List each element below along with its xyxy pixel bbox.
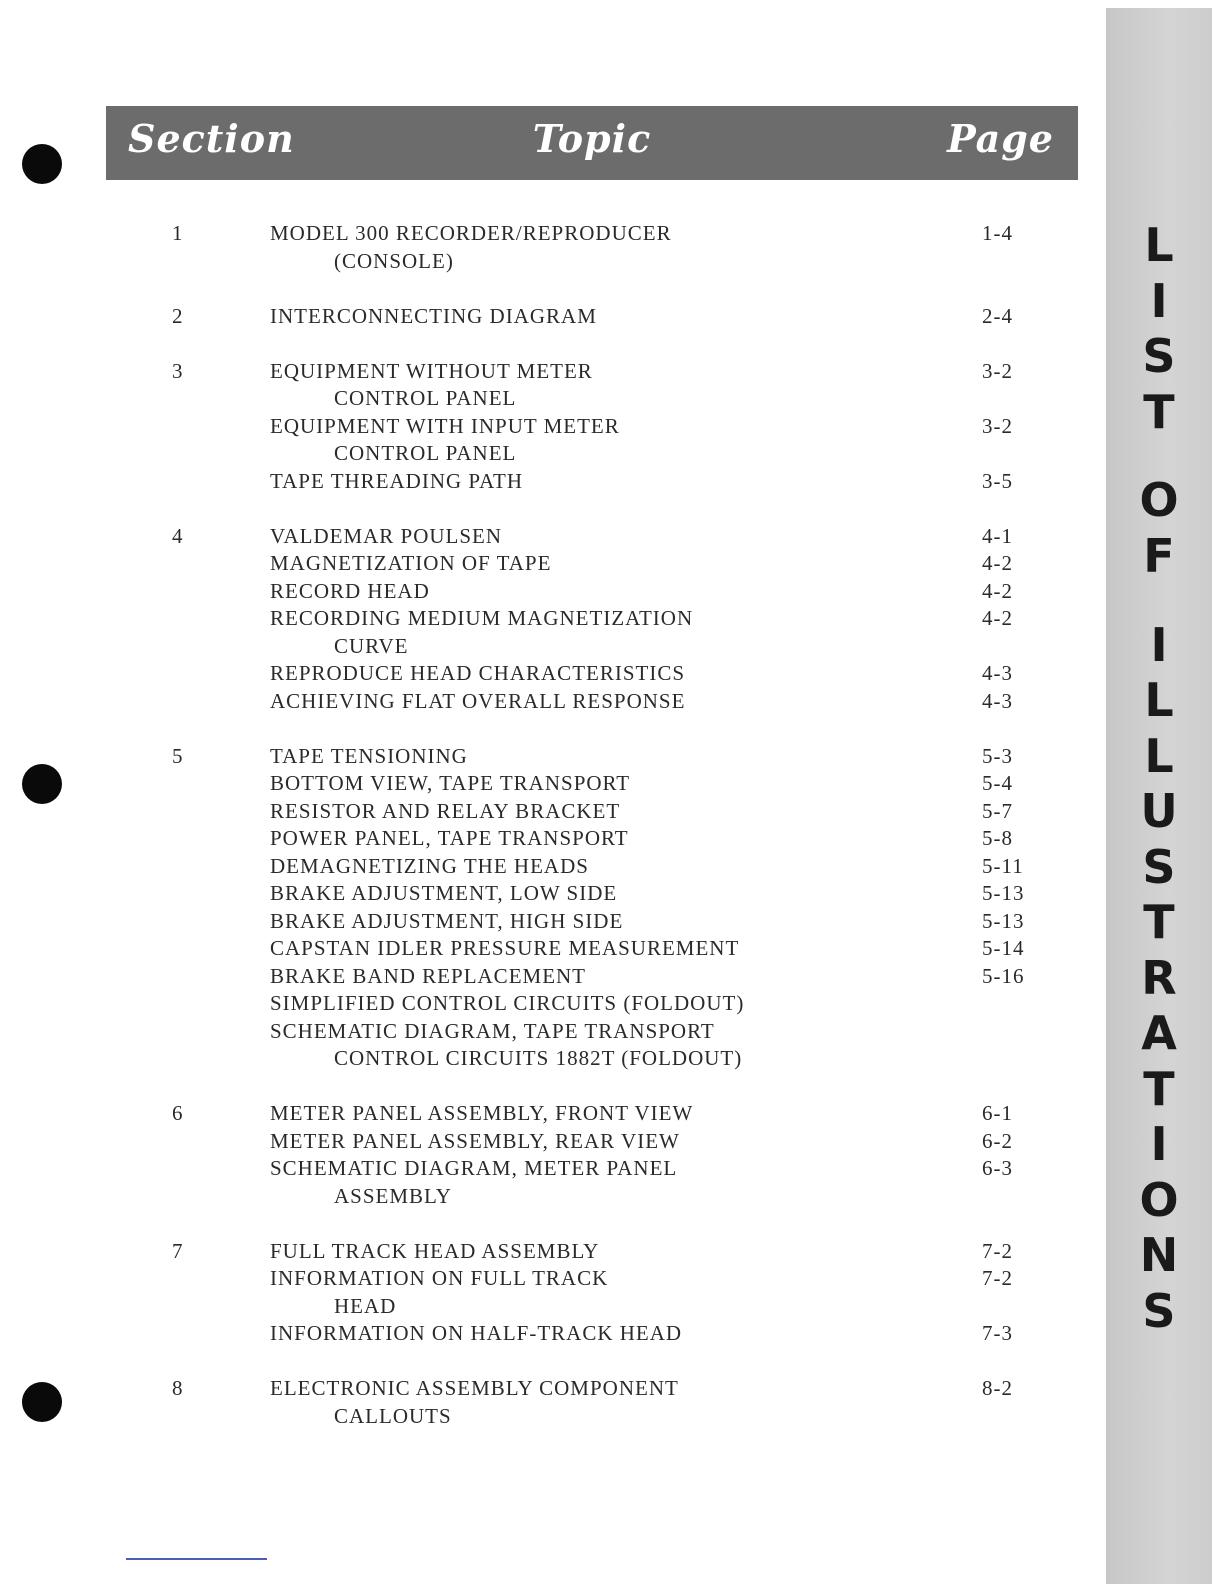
sidebar-letter: I <box>1150 273 1168 328</box>
entry-section-number: 8 <box>172 1376 184 1400</box>
entry-topic: DEMAGNETIZING THE HEADS <box>270 853 589 878</box>
entry-page-number: 5-4 <box>982 771 1013 795</box>
entry-topic: BRAKE ADJUSTMENT, HIGH SIDE <box>270 908 624 933</box>
entry-topic: RECORDING MEDIUM MAGNETIZATION <box>270 606 694 630</box>
sidebar-letter: S <box>1142 329 1176 383</box>
entry-topic: MAGNETIZATION OF TAPE <box>270 551 552 575</box>
entry-section-number: 4 <box>172 523 184 548</box>
entry-topic: VALDEMAR POULSEN <box>270 523 503 548</box>
sidebar-letter: O <box>1139 473 1179 528</box>
entry-section-number: 7 <box>172 1238 184 1263</box>
sidebar-letter: T <box>1143 895 1175 950</box>
entry-topic-continuation: CURVE <box>334 633 409 658</box>
header-page-label: Page <box>947 116 1054 161</box>
entry-page-number: 3-2 <box>982 358 1013 383</box>
entry-section-number: 5 <box>172 743 184 768</box>
entry-page-number: 2-4 <box>982 303 1013 328</box>
entry-page-number: 4-2 <box>982 606 1013 630</box>
entry-page-number: 5-14 <box>982 936 1025 960</box>
entry-topic: POWER PANEL, TAPE TRANSPORT <box>270 826 629 850</box>
entry-topic: SCHEMATIC DIAGRAM, METER PANEL <box>270 1156 678 1180</box>
sidebar-letter: I <box>1150 1117 1168 1172</box>
entry-section-number: 2 <box>172 303 184 328</box>
sidebar-letter: A <box>1141 1006 1177 1061</box>
sidebar-letter: U <box>1140 784 1178 839</box>
entry-page-number: 6-1 <box>982 1101 1013 1125</box>
entry-section-number: 1 <box>172 221 184 245</box>
side-tab-list-of-illustrations <box>1106 8 1212 1584</box>
entry-page-number: 4-3 <box>982 661 1013 685</box>
entry-page-number: 5-7 <box>982 798 1013 823</box>
entry-page-number: 7-3 <box>982 1321 1013 1345</box>
sidebar-letter: O <box>1139 1172 1179 1227</box>
entry-page-number: 6-3 <box>982 1156 1013 1180</box>
sidebar-letter: N <box>1139 1228 1179 1283</box>
entry-topic-continuation: (CONSOLE) <box>334 248 454 273</box>
entry-topic: BRAKE ADJUSTMENT, LOW SIDE <box>270 881 618 905</box>
footer-rule <box>126 1558 267 1560</box>
entry-page-number: 8-2 <box>982 1376 1013 1400</box>
entry-topic: INTERCONNECTING DIAGRAM <box>270 303 597 328</box>
entry-page-number: 6-2 <box>982 1128 1013 1153</box>
sidebar-letter: T <box>1143 1061 1175 1116</box>
entry-topic: RESISTOR AND RELAY BRACKET <box>270 798 621 823</box>
entry-topic-continuation: HEAD <box>334 1293 397 1318</box>
entry-page-number: 5-13 <box>982 881 1025 905</box>
entry-topic: BRAKE BAND REPLACEMENT <box>270 963 587 988</box>
sidebar-letter: F <box>1143 528 1175 583</box>
entry-topic: METER PANEL ASSEMBLY, REAR VIEW <box>270 1128 680 1153</box>
entry-page-number: 3-5 <box>982 468 1013 493</box>
entry-page-number: 4-1 <box>982 523 1013 548</box>
entry-page-number: 5-11 <box>982 853 1024 878</box>
entry-page-number: 1-4 <box>982 221 1013 245</box>
sidebar-letter: I <box>1150 617 1168 672</box>
entry-section-number: 3 <box>172 358 184 383</box>
entry-topic: CAPSTAN IDLER PRESSURE MEASUREMENT <box>270 936 740 960</box>
sidebar-letter: L <box>1144 218 1174 272</box>
entry-topic: TAPE THREADING PATH <box>270 468 524 493</box>
entry-topic-continuation: CALLOUTS <box>334 1403 452 1428</box>
entry-topic: FULL TRACK HEAD ASSEMBLY <box>270 1238 600 1263</box>
entry-topic: EQUIPMENT WITH INPUT METER <box>270 413 620 438</box>
entry-page-number: 4-2 <box>982 578 1013 603</box>
entry-section-number: 6 <box>172 1101 184 1125</box>
entry-topic: ELECTRONIC ASSEMBLY COMPONENT <box>270 1376 679 1400</box>
entry-topic: TAPE TENSIONING <box>270 743 468 768</box>
entry-page-number: 7-2 <box>982 1266 1013 1290</box>
entry-topic-continuation: CONTROL CIRCUITS 1882T (FOLDOUT) <box>334 1046 743 1070</box>
entry-topic-continuation: CONTROL PANEL <box>334 441 517 465</box>
entry-topic-continuation: CONTROL PANEL <box>334 386 517 410</box>
entry-topic: INFORMATION ON FULL TRACK <box>270 1266 609 1290</box>
entry-topic: MODEL 300 RECORDER/REPRODUCER <box>270 221 672 245</box>
entry-page-number: 3-2 <box>982 413 1013 438</box>
entry-topic: RECORD HEAD <box>270 578 430 603</box>
sidebar-letter: T <box>1143 384 1175 439</box>
entry-topic: EQUIPMENT WITHOUT METER <box>270 358 593 383</box>
entry-topic: METER PANEL ASSEMBLY, FRONT VIEW <box>270 1101 694 1125</box>
sidebar-letter: L <box>1144 673 1174 728</box>
entry-topic-continuation: ASSEMBLY <box>334 1183 452 1208</box>
entry-page-number: 4-3 <box>982 688 1013 713</box>
header-section-label: Section <box>128 116 295 161</box>
sidebar-letter: S <box>1142 1283 1176 1338</box>
entry-topic: SCHEMATIC DIAGRAM, TAPE TRANSPORT <box>270 1018 715 1043</box>
entry-page-number: 5-13 <box>982 908 1025 933</box>
header-topic-label: Topic <box>532 116 652 161</box>
entry-topic: ACHIEVING FLAT OVERALL RESPONSE <box>270 688 686 713</box>
entry-page-number: 5-16 <box>982 963 1025 988</box>
entry-topic: INFORMATION ON HALF-TRACK HEAD <box>270 1321 683 1345</box>
entry-topic: BOTTOM VIEW, TAPE TRANSPORT <box>270 771 631 795</box>
entry-page-number: 5-3 <box>982 743 1013 768</box>
entry-page-number: 7-2 <box>982 1238 1013 1263</box>
sidebar-letter: L <box>1144 728 1174 783</box>
sidebar-letter: R <box>1141 950 1177 1005</box>
entry-page-number: 5-8 <box>982 826 1013 850</box>
sidebar-letter: S <box>1142 839 1176 894</box>
entry-page-number: 4-2 <box>982 551 1013 575</box>
entry-topic: SIMPLIFIED CONTROL CIRCUITS (FOLDOUT) <box>270 991 745 1015</box>
entry-topic: REPRODUCE HEAD CHARACTERISTICS <box>270 661 686 685</box>
